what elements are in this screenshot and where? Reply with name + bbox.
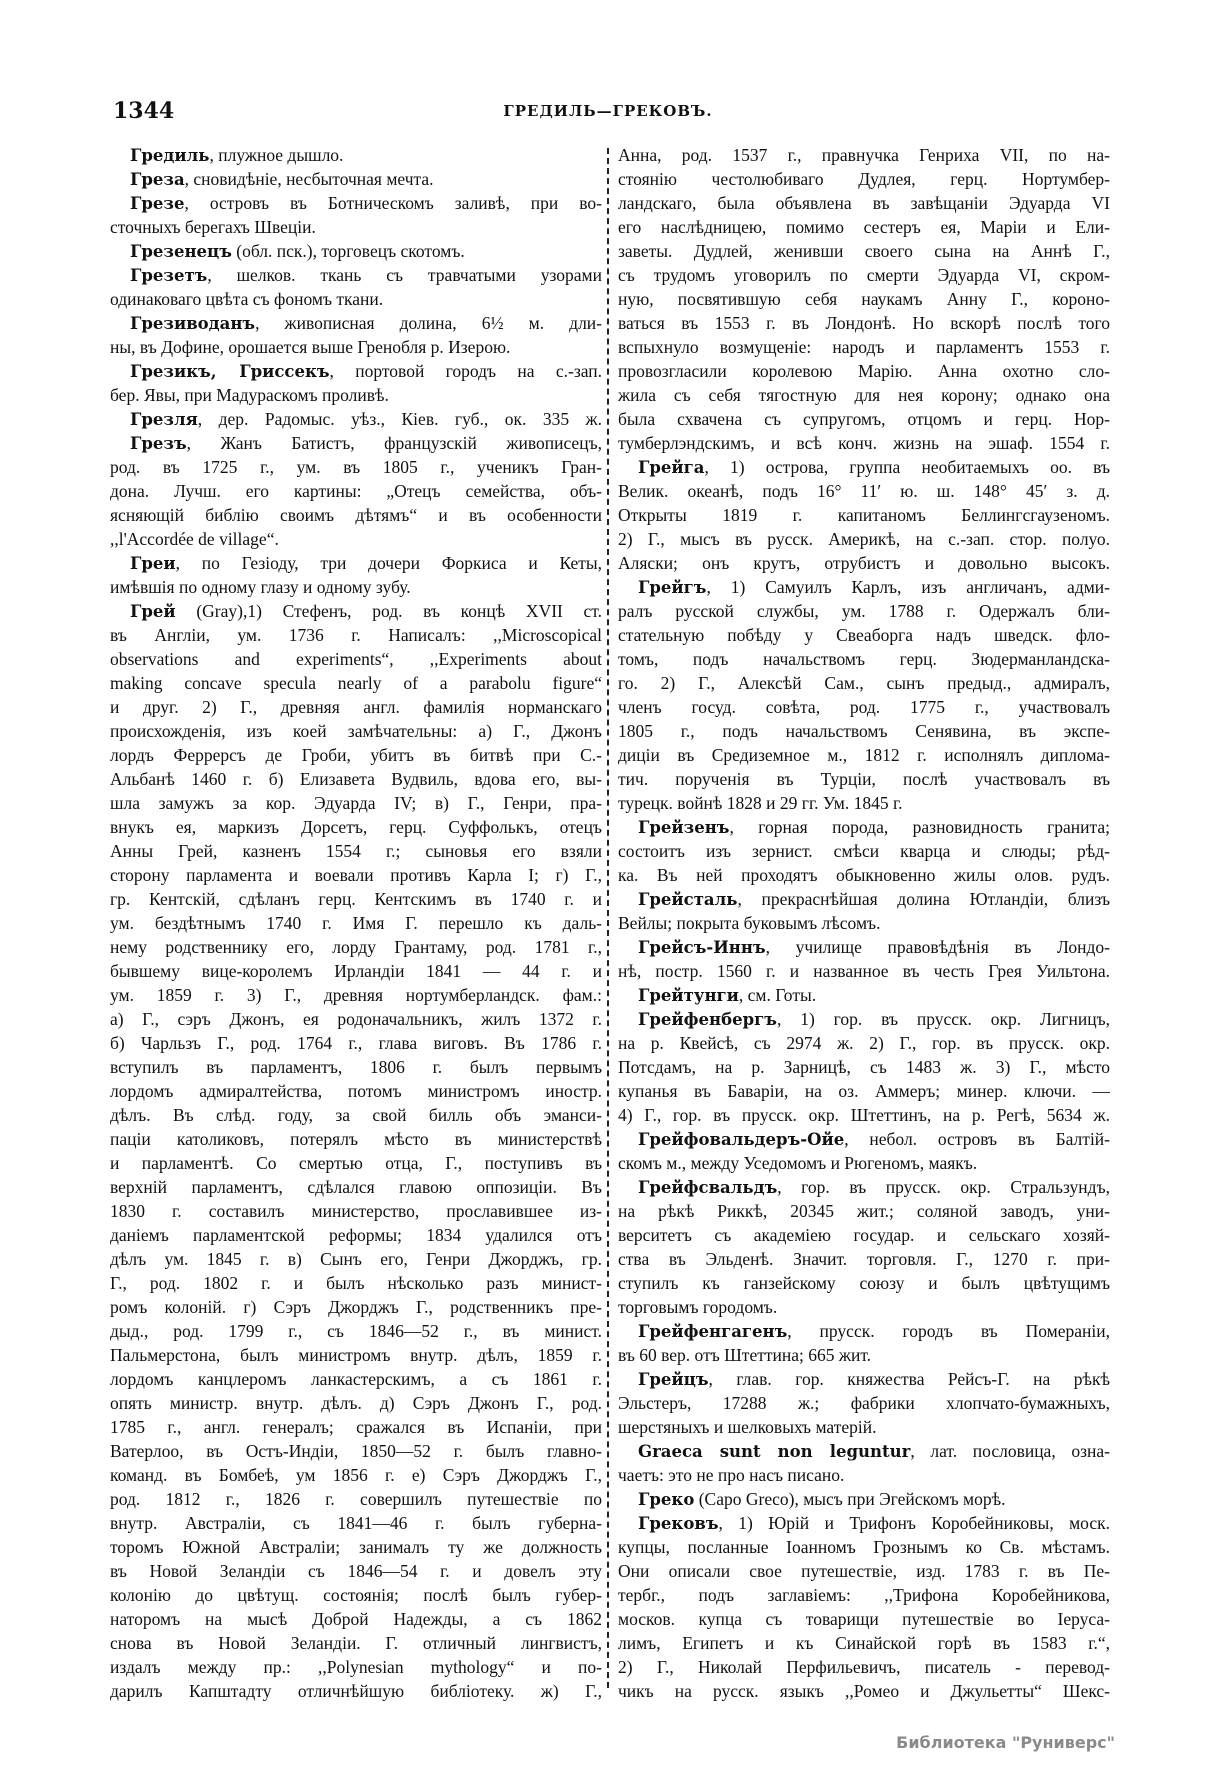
text-line — [618, 863, 1110, 887]
running-head: ГРЕДИЛЬ—ГРЕКОВЪ. — [503, 102, 713, 120]
text-line — [618, 1511, 1110, 1535]
entry-text: observations and experiments“, ,,Experiments about — [110, 649, 602, 669]
entry-text: , Жанъ Батистъ, французскій живописецъ, — [186, 433, 602, 453]
text-line — [110, 527, 602, 551]
text-line — [110, 1103, 602, 1127]
text-line — [110, 263, 602, 287]
text-line — [618, 263, 1110, 287]
entry-text: была схвачена съ супругомъ, отцомъ и герц. Нор- — [618, 409, 1110, 429]
text-line — [618, 1367, 1110, 1391]
text-line — [110, 743, 602, 767]
text-line — [110, 383, 602, 407]
entry-text: , 1) острова, группа необитаемыхъ оо. въ — [704, 457, 1110, 477]
entry-text: 2) Г., мысъ въ русск. Америкѣ, на с.-зап. стор. полуо. — [618, 529, 1110, 549]
text-line — [618, 1007, 1110, 1031]
entry-text: Альбанѣ 1460 г. б) Елизавета Вудвиль, вдова его, вы- — [110, 769, 602, 789]
entry-text: дона. Лучш. его картины: „Отецъ семейства, объ- — [110, 481, 602, 501]
text-line — [618, 719, 1110, 743]
text-line — [618, 935, 1110, 959]
entry-text: лимъ, Египетъ и къ Синайской горѣ въ 1583 г.“, — [618, 1633, 1110, 1653]
entry-text: Г., род. 1802 г. и былъ нѣсколько разъ минист- — [110, 1273, 602, 1293]
text-line — [110, 143, 602, 167]
text-line — [618, 287, 1110, 311]
entry-text: чикъ на русск. языкъ ,,Ромео и Джульетты“ Шекс- — [618, 1681, 1110, 1701]
entry-text: ясняющій библію своимъ дѣтямъ“ и въ особенности — [110, 505, 602, 525]
text-line — [110, 1295, 602, 1319]
text-line — [618, 839, 1110, 863]
entry-text: Анны Грей, казненъ 1554 г.; сыновья его взяли — [110, 841, 602, 861]
text-line — [618, 1559, 1110, 1583]
text-line — [110, 335, 602, 359]
text-line — [110, 1559, 602, 1583]
text-line — [110, 1127, 602, 1151]
entry-headword: Грейгъ — [638, 578, 707, 597]
text-line — [618, 695, 1110, 719]
text-line — [618, 1319, 1110, 1343]
entry-text: въ Англіи, ум. 1736 г. Написалъ: ,,Microscopical — [110, 625, 602, 645]
entry-text: , лат. пословица, озна- — [910, 1441, 1110, 1461]
entry-text: Эльстеръ, 17288 ж.; фабрики хлопчато-бумажныхъ, — [618, 1393, 1110, 1413]
entry-text: происхожденія, изъ коей замѣчательны: а) Г., Джонъ — [110, 721, 602, 741]
entry-text: ралъ русской службы, ум. 1788 г. Одержалъ бли- — [618, 601, 1110, 621]
library-watermark: Библиотека "Руниверс" — [896, 1733, 1115, 1752]
text-line — [110, 551, 602, 575]
entry-text: Они описали свое путешествіе, изд. 1783 г. въ Пе- — [618, 1561, 1110, 1581]
entry-text: команд. въ Бомбеѣ, ум 1856 г. е) Сэръ Джорджъ Г., — [110, 1465, 602, 1485]
text-line — [110, 455, 602, 479]
entry-text: тич. порученія въ Турціи, послѣ участвовалъ въ — [618, 769, 1110, 789]
entry-text: чаетъ: это не про насъ писано. — [618, 1465, 845, 1485]
text-line — [110, 575, 602, 599]
text-line — [110, 1007, 602, 1031]
text-line — [110, 167, 602, 191]
text-line — [110, 215, 602, 239]
text-line — [618, 191, 1110, 215]
text-line — [618, 1391, 1110, 1415]
entry-text: его наслѣдницею, помимо сестеръ ея, Маріи и Ели- — [618, 217, 1110, 237]
text-line — [618, 215, 1110, 239]
entry-text: купцы, посланные Іоанномъ Грознымъ ко Св. мѣстамъ. — [618, 1537, 1110, 1557]
entry-text: томъ, подъ начальствомъ герц. Зюдерманландска- — [618, 649, 1110, 669]
entry-text: ны, въ Дофине, орошается выше Гренобля р. Изерою. — [110, 337, 511, 357]
text-line — [618, 1199, 1110, 1223]
entry-text: дыд., род. 1799 г., съ 1846—52 г., въ минист. — [110, 1321, 602, 1341]
entry-text: сторону парламента и воевали противъ Карла I; г) Г., — [110, 865, 602, 885]
entry-headword: Грейга — [638, 458, 705, 477]
entry-text: ландскаго, была объявлена въ завѣщаніи Эдуарда VI — [618, 193, 1110, 213]
entry-text: даніемъ парламентской реформы; 1834 удалился отъ — [110, 1225, 602, 1245]
text-line — [618, 335, 1110, 359]
entry-text: , глав. гор. княжества Рейсъ-Г. на рѣкѣ — [708, 1369, 1110, 1389]
text-line — [618, 1079, 1110, 1103]
entry-headword: Грезетъ — [130, 266, 208, 285]
text-line — [618, 623, 1110, 647]
text-line — [618, 551, 1110, 575]
entry-text: диціи въ Средиземное м., 1812 г. исполнялъ диплома- — [618, 745, 1110, 765]
text-line — [618, 647, 1110, 671]
text-line — [618, 503, 1110, 527]
text-line — [618, 431, 1110, 455]
entry-text: наторомъ на мысѣ Доброй Надежды, а съ 1862 — [110, 1609, 602, 1629]
text-line — [618, 983, 1110, 1007]
entry-headword: Гредиль — [130, 146, 210, 165]
text-line — [110, 1463, 602, 1487]
entry-text: сточныхъ берегахъ Швеціи. — [110, 217, 316, 237]
text-line — [110, 887, 602, 911]
entry-text: ,,l'Accordée de village“. — [110, 529, 279, 549]
text-line — [110, 1679, 602, 1703]
entry-text: б) Чарльзъ Г., род. 1764 г., глава виговъ. Въ 1786 г. — [110, 1033, 602, 1053]
entry-text: дѣлъ ум. 1845 г. в) Сынъ его, Генри Джорджъ, гр. — [110, 1249, 602, 1269]
entry-text: на р. Квейсѣ, съ 2974 ж. 2) Г., гор. въ прусск. окр. — [618, 1033, 1110, 1053]
text-line — [110, 1511, 602, 1535]
text-line — [110, 1487, 602, 1511]
entry-headword: Грезиводанъ — [130, 314, 256, 333]
text-line — [110, 1319, 602, 1343]
entry-text: и парламентѣ. Со смертью отца, Г., поступивъ въ — [110, 1153, 602, 1173]
entry-text: , портовой городъ на с.-зап. — [329, 361, 602, 381]
text-line — [618, 527, 1110, 551]
entry-text: вступилъ въ парламентъ, 1806 г. былъ первымъ — [110, 1057, 602, 1077]
entry-text: вспыхнуло возмущеніе: народъ и парламентъ 1553 г. — [618, 337, 1110, 357]
entry-text: нѣ, постр. 1560 г. и названное въ честь Грея Уильтона. — [618, 961, 1110, 981]
entry-text: дѣлъ. Въ слѣд. году, за свой билль объ эманси- — [110, 1105, 602, 1125]
text-line — [110, 1583, 602, 1607]
entry-text: торговымъ городомъ. — [618, 1297, 778, 1317]
entry-text: тумберлэндскимъ, и всѣ конч. жизнь на эшаф. 1554 г. — [618, 433, 1110, 453]
entry-headword: Грезикъ, Гриссекъ — [130, 362, 330, 381]
text-line — [110, 1031, 602, 1055]
text-line — [110, 1223, 602, 1247]
entry-text: , прусск. городъ въ Помераніи, — [787, 1321, 1110, 1341]
text-line — [110, 1367, 602, 1391]
entry-headword: Грейсталь — [638, 890, 738, 909]
text-line — [110, 983, 602, 1007]
entry-text: 1785 г., англ. генералъ; сражался въ Испаніи, при — [110, 1417, 602, 1437]
entry-text: одинаковаго цвѣта съ фономъ ткани. — [110, 289, 384, 309]
page-number: 1344 — [113, 98, 175, 124]
entry-text: ум. 1859 г. 3) Г., древняя нортумберландск. фам.: — [110, 985, 602, 1005]
text-line — [618, 407, 1110, 431]
text-line — [618, 1175, 1110, 1199]
text-line — [110, 1271, 602, 1295]
column-divider — [607, 148, 609, 1688]
entry-text: making concave specula nearly of a parabolu figure“ — [110, 673, 602, 693]
entry-text: Ватерлоо, въ Остъ-Индіи, 1850—52 г. былъ главно- — [110, 1441, 602, 1461]
entry-text: купанья въ Баваріи, на оз. Аммеръ; минер. ключи. — — [618, 1081, 1110, 1101]
text-line — [618, 1127, 1110, 1151]
entry-headword: Грейтунги — [638, 986, 739, 1005]
entry-headword: Грейсъ-Иннъ — [638, 938, 766, 957]
text-line — [110, 239, 602, 263]
entry-text: опять министр. внутр. дѣлъ. д) Сэръ Джонъ Г., род. — [110, 1393, 602, 1413]
text-line — [110, 695, 602, 719]
text-line — [618, 359, 1110, 383]
entry-headword: Грезенецъ — [130, 242, 232, 261]
entry-text: издалъ между пр.: ,,Polynesian mythology“ и по- — [110, 1657, 602, 1677]
text-line — [110, 719, 602, 743]
entry-text: на рѣкѣ Риккѣ, 20345 жит.; соляной заводъ, уни- — [618, 1201, 1110, 1221]
text-line — [110, 935, 602, 959]
entry-text: род. въ 1725 г., ум. въ 1805 г., ученикъ Гран- — [110, 457, 602, 477]
entry-text: го. 2) Г., Алексѣй Сам., сынъ предыд., адмиралъ, — [618, 673, 1110, 693]
text-line — [110, 839, 602, 863]
entry-text: нему родственнику его, лорду Грантаму, род. 1781 г., — [110, 937, 602, 957]
entry-text: Открыты 1819 г. капитаномъ Беллингсгаузеномъ. — [618, 505, 1110, 525]
text-line — [110, 1391, 602, 1415]
entry-text: членъ госуд. совѣта, род. 1775 г., участвовалъ — [618, 697, 1110, 717]
entry-headword: Грей — [130, 602, 176, 621]
text-line — [618, 791, 1110, 815]
entry-text: , см. Готы. — [738, 985, 817, 1005]
text-line — [618, 1535, 1110, 1559]
entry-text: ступилъ къ ганзейскому союзу и былъ цвѣтущимъ — [618, 1273, 1110, 1293]
entry-text: лордъ Феррерсъ де Гроби, убитъ въ битвѣ при С.- — [110, 745, 602, 765]
entry-text: , живописная долина, 6½ м. дли- — [255, 313, 602, 333]
text-line — [618, 1631, 1110, 1655]
entry-text: , гор. въ прусск. окр. Стральзундъ, — [777, 1177, 1110, 1197]
text-line — [110, 815, 602, 839]
entry-text: внукъ ея, маркизъ Дорсетъ, герц. Суффолькъ, отецъ — [110, 817, 602, 837]
text-line — [110, 1151, 602, 1175]
text-line — [618, 1415, 1110, 1439]
text-line — [618, 1295, 1110, 1319]
text-line — [110, 1079, 602, 1103]
entry-text: съ трудомъ уговорилъ по смерти Эдуарда VI, скром- — [618, 265, 1110, 285]
text-line — [618, 479, 1110, 503]
left-column — [110, 143, 602, 1703]
entry-text: (Capo Greco), мысъ при Эгейскомъ морѣ. — [694, 1489, 1006, 1509]
entry-text: ства въ Эльденѣ. Значит. торговля. Г., 1270 г. при- — [618, 1249, 1110, 1269]
entry-text: внутр. Австраліи, съ 1841—46 г. былъ губерна- — [110, 1513, 602, 1533]
entry-text: паціи католиковъ, потерялъ мѣсто въ министерствѣ — [110, 1129, 602, 1149]
text-line — [110, 767, 602, 791]
text-line — [618, 1487, 1110, 1511]
entry-text: ваться въ 1553 г. въ Лондонѣ. Но вскорѣ послѣ того — [618, 313, 1110, 333]
entry-text: Аляски; онъ крутъ, отрубистъ и довольно высокъ. — [618, 553, 1110, 573]
text-line — [618, 311, 1110, 335]
entry-text: снова въ Новой Зеландіи. Г. отличный лингвистъ, — [110, 1633, 602, 1653]
entry-text: , островъ въ Ботническомъ заливѣ, при во- — [184, 193, 602, 213]
text-line — [110, 1631, 602, 1655]
text-line — [618, 1583, 1110, 1607]
text-line — [110, 359, 602, 383]
text-line — [110, 1655, 602, 1679]
text-line — [110, 479, 602, 503]
entry-headword: Грезъ — [130, 434, 187, 453]
entry-headword: Грейцъ — [638, 1370, 709, 1389]
entry-text: 1805 г., подъ начальствомъ Сенявина, въ экспе- — [618, 721, 1110, 741]
text-line — [618, 1655, 1110, 1679]
entry-text: гр. Кентскій, сдѣланъ герц. Кентскимъ въ 1740 г. и — [110, 889, 602, 909]
entry-text: Потсдамъ, на р. Зарницѣ, съ 1483 ж. 3) Г., мѣсто — [618, 1057, 1110, 1077]
text-line — [110, 1199, 602, 1223]
entry-text: Велик. океанѣ, подъ 16° 11′ ю. ш. 148° 45′ з. д. — [618, 481, 1110, 501]
text-line — [618, 1055, 1110, 1079]
entry-text: жила съ себя тягостную для нея корону; однако она — [618, 385, 1110, 405]
entry-headword: Греи — [130, 554, 176, 573]
text-line — [618, 1271, 1110, 1295]
text-line — [618, 887, 1110, 911]
text-line — [110, 911, 602, 935]
entry-headword: Греза — [130, 170, 185, 189]
entry-text: а) Г., сэръ Джонъ, ея родоначальникъ, жилъ 1372 г. — [110, 1009, 602, 1029]
entry-text: имѣвшія по одному глазу и одному зубу. — [110, 577, 411, 597]
text-line — [110, 1607, 602, 1631]
text-line — [618, 599, 1110, 623]
entry-text: шерстяныхъ и шелковыхъ матерій. — [618, 1417, 877, 1437]
entry-text: Вейлы; покрыта буковымъ лѣсомъ. — [618, 913, 881, 933]
text-line — [618, 1463, 1110, 1487]
text-line — [110, 863, 602, 887]
entry-headword: Грейфенгагенъ — [638, 1322, 788, 1341]
text-line — [110, 287, 602, 311]
entry-text: верситетъ съ академіею государ. и сельскаго хозяй- — [618, 1225, 1110, 1245]
entry-text: колонію до цвѣтущ. состоянія; послѣ былъ губер- — [110, 1585, 602, 1605]
text-line — [618, 1679, 1110, 1703]
entry-text: 4) Г., гор. въ прусск. окр. Штеттинъ, на р. Регѣ, 5634 ж. — [618, 1105, 1110, 1125]
entry-text: ромъ колоній. г) Сэръ Джорджъ Г., родственникъ пре- — [110, 1297, 602, 1317]
entry-text: род. 1812 г., 1826 г. совершилъ путешествіе по — [110, 1489, 602, 1509]
entry-text: тербг., подъ заглавіемъ: ,,Трифона Коробейникова, — [618, 1585, 1110, 1605]
entry-text: 1830 г. составилъ министерство, прославившее из- — [110, 1201, 602, 1221]
text-line — [110, 1415, 602, 1439]
entry-text: ум. бездѣтнымъ 1740 г. Имя Г. перешло къ даль- — [110, 913, 602, 933]
entry-text: 2) Г., Николай Перфильевичъ, писатель - перевод- — [618, 1657, 1110, 1677]
text-line — [618, 671, 1110, 695]
entry-headword: Graeca sunt non leguntur — [638, 1442, 911, 1461]
entry-headword: Грезля — [130, 410, 198, 429]
entry-text: скомъ м., между Уседомомъ и Рюгеномъ, маякъ. — [618, 1153, 978, 1173]
text-line — [110, 599, 602, 623]
text-line — [110, 959, 602, 983]
text-line — [110, 503, 602, 527]
text-line — [110, 671, 602, 695]
entry-text: бер. Явы, при Мадураскомъ проливѣ. — [110, 385, 389, 405]
text-line — [618, 959, 1110, 983]
text-line — [618, 575, 1110, 599]
text-line — [110, 1439, 602, 1463]
entry-text: , горная порода, разновидность гранита; — [729, 817, 1110, 837]
entry-text: состоитъ изъ зернист. смѣси кварца и слюды; рѣд- — [618, 841, 1110, 861]
entry-text: (Gray),1) Стефенъ, род. въ концѣ XVII ст. — [175, 601, 602, 621]
text-line — [110, 647, 602, 671]
text-line — [618, 1607, 1110, 1631]
entry-text: провозгласили королевою Марію. Анна охотно сло- — [618, 361, 1110, 381]
entry-text: шла замужъ за кор. Эдуарда IV; в) Г., Генри, пра- — [110, 793, 602, 813]
entry-text: москов. купца съ товарищи путешествіе во Іеруса- — [618, 1609, 1110, 1629]
text-line — [110, 431, 602, 455]
entry-headword: Грейфсвальдъ — [638, 1178, 778, 1197]
entry-text: стоянію честолюбиваго Дудлея, герц. Нортумбер- — [618, 169, 1110, 189]
entry-text: , по Гезіоду, три дочери Форкиса и Кеты, — [175, 553, 602, 573]
entry-text: , сновидѣніе, несбыточная мечта. — [184, 169, 434, 189]
entry-text: , небол. островъ въ Балтій- — [844, 1129, 1110, 1149]
text-line — [618, 1151, 1110, 1175]
entry-text: лордомъ канцлеромъ ланкастерскимъ, а съ 1861 г. — [110, 1369, 602, 1389]
entry-text: (обл. пск.), торговецъ скотомъ. — [231, 241, 465, 261]
entry-text: лордомъ адмиралтейства, потомъ министромъ иностр. — [110, 1081, 602, 1101]
entry-text: , училище правовѣдѣнія въ Лондо- — [765, 937, 1110, 957]
entry-text: , 1) Самуилъ Карлъ, изъ англичанъ, адми- — [706, 577, 1110, 597]
text-line — [110, 191, 602, 215]
text-line — [618, 1103, 1110, 1127]
entry-text: Анна, род. 1537 г., правнучка Генриха VII, по на- — [618, 145, 1110, 165]
text-line — [618, 1223, 1110, 1247]
text-line — [618, 1247, 1110, 1271]
text-line — [618, 383, 1110, 407]
entry-text: турецк. войнѣ 1828 и 29 гг. Ум. 1845 г. — [618, 793, 903, 813]
entry-text: , 1) гор. въ прусск. окр. Лигницъ, — [776, 1009, 1110, 1029]
entry-text: , прекраснѣйшая долина Ютландіи, близъ — [737, 889, 1110, 909]
text-line — [618, 167, 1110, 191]
text-line — [110, 1535, 602, 1559]
text-line — [110, 623, 602, 647]
text-line — [618, 239, 1110, 263]
text-line — [110, 1175, 602, 1199]
entry-text: бывшему вице-королемъ Ирландіи 1841 — 44 г. и — [110, 961, 602, 981]
text-line — [618, 743, 1110, 767]
text-line — [618, 767, 1110, 791]
right-column — [618, 143, 1110, 1703]
text-line — [110, 1055, 602, 1079]
text-line — [618, 1031, 1110, 1055]
text-line — [110, 1247, 602, 1271]
text-line — [618, 815, 1110, 839]
entry-text: Пальмерстона, былъ министромъ внутр. дѣлъ, 1859 г. — [110, 1345, 602, 1365]
text-line — [110, 311, 602, 335]
entry-text: въ 60 вер. отъ Штеттина; 665 жит. — [618, 1345, 872, 1365]
entry-text: заветы. Дудлей, женивши своего сына на Аннѣ Г., — [618, 241, 1110, 261]
entry-text: торомъ Южной Австраліи; занималъ ту же должность — [110, 1537, 602, 1557]
entry-text: верхній парламентъ, сдѣлался главою оппозиціи. Въ — [110, 1177, 602, 1197]
entry-text: ка. Въ ней проходятъ обыкновенно жилы олов. рудъ. — [618, 865, 1110, 885]
text-line — [110, 791, 602, 815]
text-line — [618, 455, 1110, 479]
entry-text: и друг. 2) Г., древняя англ. фамилія норманскаго — [110, 697, 602, 717]
entry-headword: Грезе — [130, 194, 185, 213]
entry-headword: Грековъ — [638, 1514, 719, 1533]
text-line — [110, 1343, 602, 1367]
entry-text: дарилъ Капштадту отличнѣйшую библіотеку. ж) Г., — [110, 1681, 602, 1701]
text-line — [618, 1439, 1110, 1463]
entry-headword: Грейфенбергъ — [638, 1010, 777, 1029]
text-line — [618, 1343, 1110, 1367]
entry-text: стательную побѣду у Свеаборга надъ шведск. фло- — [618, 625, 1110, 645]
entry-headword: Греко — [638, 1490, 695, 1509]
entry-headword: Грейзенъ — [638, 818, 730, 837]
entry-text: , дер. Радомыс. уѣз., Кіев. губ., ок. 335 ж. — [197, 409, 602, 429]
entry-headword: Грейфовальдеръ-Ойе — [638, 1130, 845, 1149]
text-line — [618, 911, 1110, 935]
entry-text: , шелков. ткань съ травчатыми узорами — [207, 265, 602, 285]
text-line — [110, 407, 602, 431]
entry-text: въ Новой Зеландіи съ 1846—54 г. и довелъ эту — [110, 1561, 602, 1581]
entry-text: ную, посвятившую себя наукамъ Анну Г., короно- — [618, 289, 1110, 309]
entry-text: , плужное дышло. — [209, 145, 344, 165]
text-line — [618, 143, 1110, 167]
entry-text: , 1) Юрій и Трифонъ Коробейниковы, моск. — [718, 1513, 1110, 1533]
